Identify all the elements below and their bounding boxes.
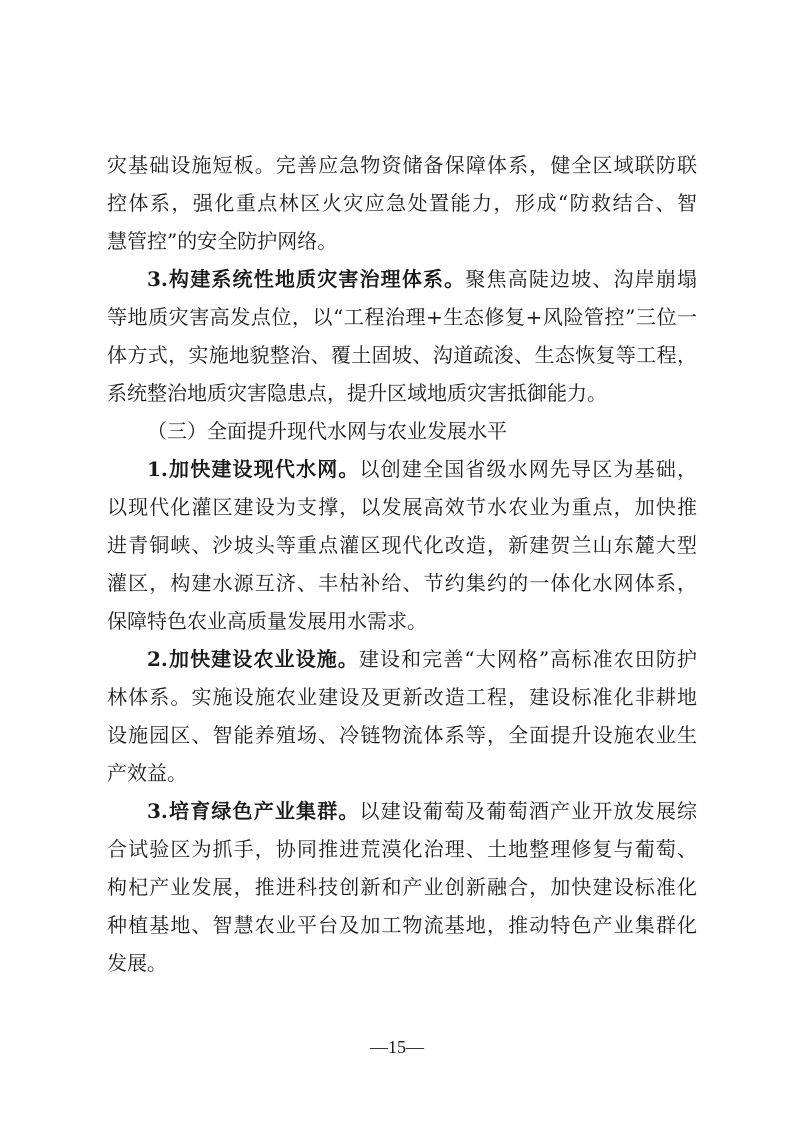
text-line: 灾基础设施短板。完善应急物资储备保障体系，健全区域联防联 (107, 153, 697, 177)
text-line: 保障特色农业高质量发展用水需求。 (107, 609, 427, 633)
text-line (107, 640, 697, 678)
item-heading: 1.加快建设现代水网。 (147, 457, 360, 481)
text-run: 以建设葡萄及葡萄酒产业开放发展综 (359, 799, 697, 823)
paragraph-agri-facilities (107, 640, 697, 792)
paragraph-water-network (107, 450, 697, 640)
paragraph-continuation (107, 146, 697, 260)
item-heading: 2.加快建设农业设施。 (147, 647, 359, 671)
text-line: 体方式，实施地貌整治、覆土固坡、沟道疏浚、生态恢复等工程， (107, 343, 697, 367)
body-text (107, 146, 697, 982)
text-line: 枸杞产业发展，推进科技创新和产业创新融合，加快建设标准化 (107, 875, 697, 899)
paragraph-green-cluster (107, 792, 697, 982)
text-line: 林体系。实施设施农业建设及更新改造工程，建设标准化非耕地 (107, 685, 697, 709)
text-line: 控体系，强化重点林区火灾应急处置能力，形成“防救结合、智 (107, 191, 697, 215)
text-line: 设施园区、智能养殖场、冷链物流体系等，全面提升设施农业生 (107, 723, 697, 747)
item-heading: 3.培育绿色产业集群。 (147, 799, 360, 823)
text-line: 发展。 (107, 951, 167, 975)
text-line (107, 792, 697, 830)
text-line: 产效益。 (107, 761, 187, 785)
paragraph-geology-hazard (107, 260, 697, 412)
text-line (107, 450, 697, 488)
text-run: 建设和完善“大网格”高标准农田防护 (358, 647, 697, 671)
item-heading: 3.构建系统性地质灾害治理体系。 (147, 267, 466, 291)
text-line: 合试验区为抓手，协同推进荒漠化治理、土地整理修复与葡萄、 (107, 837, 697, 861)
text-run: 以创建全国省级水网先导区为基础， (359, 457, 697, 481)
page-number: —15— (370, 1037, 424, 1057)
text-run: 聚焦高陡边坡、沟岸崩塌 (465, 267, 698, 291)
text-line: 等地质灾害高发点位，以“工程治理+生态修复+风险管控”三位一 (107, 305, 697, 329)
section-title: （三）全面提升现代水网与农业发展水平 (147, 419, 507, 443)
text-line (107, 260, 697, 298)
text-line: 种植基地、智慧农业平台及加工物流基地，推动特色产业集群化 (107, 913, 697, 937)
text-line: 灌区，构建水源互济、丰枯补给、节约集约的一体化水网体系， (107, 571, 697, 595)
section-heading (107, 412, 697, 450)
text-line: 慧管控”的安全防护网络。 (107, 229, 338, 253)
text-line: 以现代化灌区建设为支撑，以发展高效节水农业为重点，加快推 (107, 495, 697, 519)
text-line: 进青铜峡、沙坡头等重点灌区现代化改造，新建贺兰山东麓大型 (107, 533, 697, 557)
text-line: 系统整治地质灾害隐患点，提升区域地质灾害抵御能力。 (107, 381, 607, 405)
